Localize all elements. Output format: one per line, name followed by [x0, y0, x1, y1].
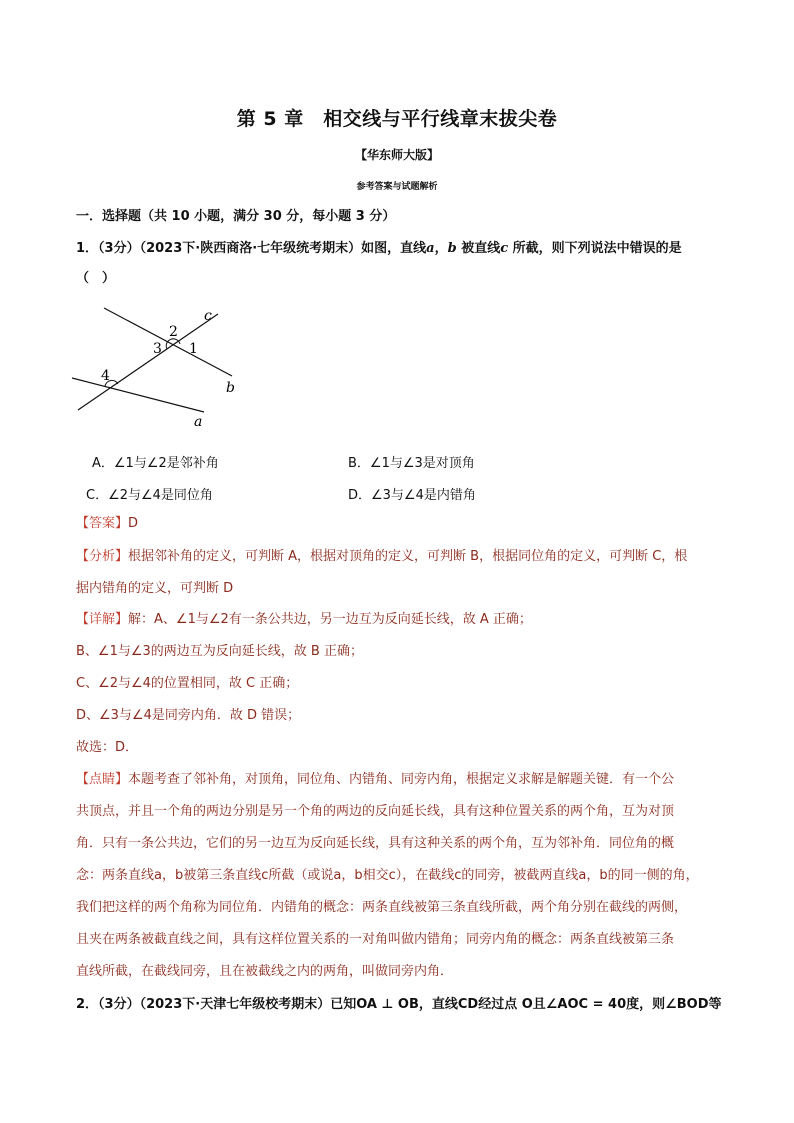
var-c: c [500, 241, 509, 256]
analysis-text-1: 根据邻补角的定义，可判断 A，根据对顶角的定义，可判断 B，根据同位角的定义，可判断 C，根 [128, 549, 688, 564]
question-1-stem-start: 1．（3分）（2023下·陕西商洛·七年级统考期末）如图，直线 [76, 241, 427, 256]
label-4: 4 [101, 368, 110, 384]
var-b: b [447, 241, 457, 256]
question-1-stem-mid2: 所截，则下列说法中错误的是 [508, 241, 682, 256]
comment-line-1 [76, 771, 726, 789]
var-a: a [426, 241, 435, 256]
detail-line-1 [76, 611, 726, 629]
page-subtitle: 参考答案与试题解析 [356, 182, 438, 192]
answer-tag: 【答案】 [76, 516, 129, 531]
answer-value: D [128, 516, 139, 531]
label-3: 3 [153, 341, 162, 357]
question-2-stem: 2．（3分）（2023下·天津七年级校考期末）已知OA ⊥ OB，直线CD经过点 O且∠AOC = 40度，则∠BOD等 [76, 997, 722, 1012]
comment-tag: 【点睛】 [76, 772, 129, 787]
section-heading: 一．选择题（共 10 小题，满分 30 分，每小题 3 分） [76, 209, 396, 224]
label-line-a: a [194, 414, 203, 430]
detail-line-2: B、∠1与∠3的两边互为反向延长线，故 B 正确； [76, 644, 363, 659]
comment-text-1: 本题考查了邻补角，对顶角，同位角、内错角、同旁内角，根据定义求解是解题关键．有一个公 [128, 772, 675, 787]
label-line-b: b [226, 380, 235, 396]
option-d: D．∠3与∠4是内错角 [348, 488, 476, 503]
question-1-figure [66, 300, 266, 430]
label-1: 1 [189, 341, 198, 357]
comment-line-2: 共顶点，并且一个角的两边分别是另一个角的两边的反向延长线，具有这种位置关系的两个角，互为对顶 [76, 804, 675, 819]
comment-line-3: 角．只有一条公共边，它们的另一边互为反向延长线，具有这种关系的两个角，互为邻补角．同位角的概 [76, 836, 675, 851]
option-a: A．∠1与∠2是邻补角 [92, 456, 219, 471]
comment-line-5: 我们把这样的两个角称为同位角．内错角的概念：两条直线被第三条直线所截，两个角分别在截线的两侧， [76, 900, 688, 915]
line-c [78, 314, 218, 410]
comment-line-7: 直线所截，在截线同旁，且在被截线之内的两角，叫做同旁内角． [76, 964, 454, 979]
comma: ， [434, 241, 448, 256]
analysis-line-2: 据内错角的定义，可判断 D [76, 581, 234, 596]
page-title: 第 5 章 相交线与平行线章末拔尖卷 [236, 108, 558, 130]
analysis-line-1 [76, 548, 726, 566]
label-line-c: c [204, 308, 212, 324]
detail-line-3: C、∠2与∠4的位置相同，故 C 正确； [76, 676, 299, 691]
question-1-stem-paren: （ ） [76, 271, 116, 286]
option-c: C．∠2与∠4是同位角 [86, 488, 213, 503]
comment-line-4: 念：两条直线a，b被第三条直线c所截（或说a，b相交c），在截线c的同旁，被截两直线a，b的同一侧的角， [76, 868, 699, 883]
detail-tag: 【详解】 [76, 612, 129, 627]
answer-line [76, 515, 726, 533]
line-a [72, 378, 204, 412]
choose-line: 故选：D． [76, 740, 139, 755]
edition-label: 【华东师大版】 [354, 148, 439, 162]
detail-text-1: 解：A、∠1与∠2有一条公共边，另一边互为反向延长线，故 A 正确； [128, 612, 532, 627]
comment-line-6: 且夹在两条被截直线之间，具有这样位置关系的一对角叫做内错角；同旁内角的概念：两条直线被第三条 [76, 932, 675, 947]
detail-line-4: D、∠3与∠4是同旁内角．故 D 错误； [76, 708, 301, 723]
question-1-stem [76, 240, 726, 258]
label-2: 2 [169, 324, 178, 340]
question-1-stem-mid1: 被直线 [456, 241, 501, 256]
option-b: B．∠1与∠3是对顶角 [348, 456, 475, 471]
analysis-tag: 【分析】 [76, 549, 129, 564]
